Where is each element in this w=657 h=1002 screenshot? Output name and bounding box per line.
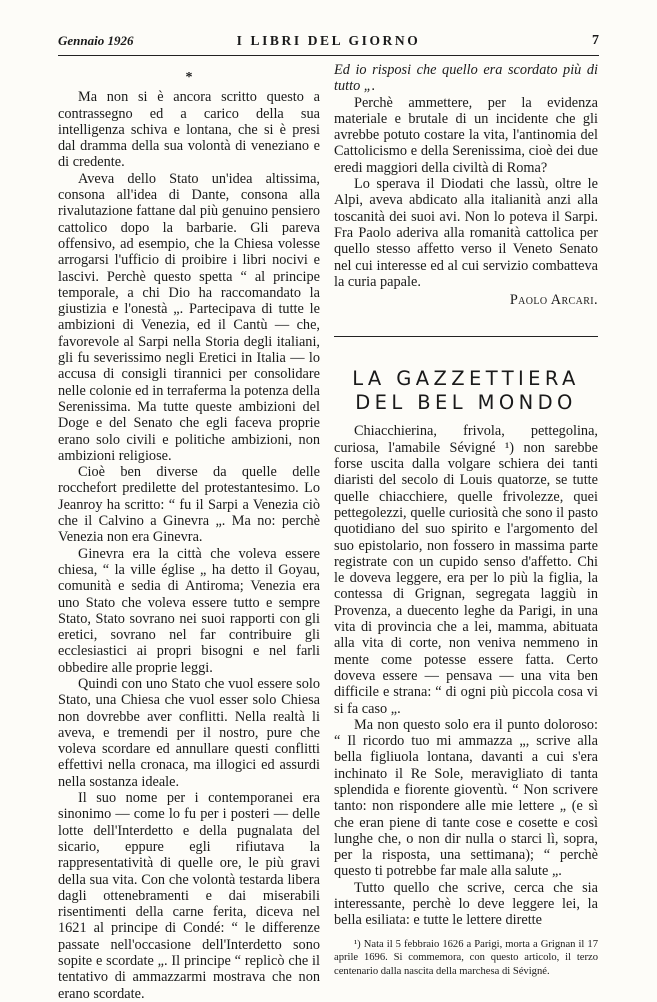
paragraph: Tutto quello che scrive, cerca che sia interessante, perchè lo deve leggere lei, la bella esiliata: e tutte le lettere dirette: [334, 879, 598, 929]
paragraph: Ma non si è ancora scritto questo a contrassegno ed a carico della sua intelligenza schiva e lontana, che si è presi dal dramma della sua volontà di veneziano e di credente.: [58, 89, 320, 171]
article-title-line: DEL BEL MONDO: [355, 391, 577, 415]
paragraph: Chiacchierina, frivola, pettegolina, curiosa, l'amabile Sévigné ¹) non sarebbe forse uscita dalla volgare schiera dei tanti diaristi del secolo di Louis quatorze, se tutte quelle chiacchiere, quelle frivolezze, quei pettegolezzi, quelle curiosità che sono il pasto quotidiano del suo spirito e l'argomento del suo epistolario, non fossero in massima parte registrate con un cupido senso d'affetto. Chi le doveva leggere, era per lo più la figlia, la contessa di Grignan, segregata laggiù in Provenza, a duecento leghe da Parigi, in una vita di provincia che a lei, mamma, abituata alla vita di corte, non veniva nemmeno in mente come potesse essere fatta. Certo doveva essere — pensava — una vita ben difficile e strana: “ di ogni più piccola cosa vi si fa caso „.: [334, 423, 598, 717]
quote-continuation: Ed io risposi che quello era scordato più di tutto „.: [334, 62, 598, 95]
footnote: ¹) Nata il 5 febbraio 1626 a Parigi, morta a Grignan il 17 aprile 1696. Si commemora, con questo articolo, il terzo centenario dalla nascita della marchesa di Sévigné.: [334, 938, 598, 978]
section-separator: *: [185, 70, 193, 85]
article-title: [334, 367, 598, 415]
article-title-line: LA GAZZETTIERA: [352, 367, 580, 391]
author-signature: Paolo Arcari.: [509, 292, 598, 309]
paragraph: Quindi con uno Stato che vuol essere solo Stato, una Chiesa che vuol esser solo Chiesa non dovrebbe aver conflitti. Nella realtà li aveva, e tremendi per il nostro, pure che voleva scordare ed annullare questi conflitti effettivi nella cronaca, ma illogici ed assurdi nella sostanza ideale.: [58, 675, 320, 790]
paragraph: Aveva dello Stato un'idea altissima, consona all'idea di Dante, consona alla rivalutazione fattane dal più genuino pensiero cattolico dopo la barbarie. Gli pareva offensivo, ad esempio, che la Chiesa volesse arrogarsi l'ufficio di proibire i libri nocivi e lascivi. Perchè questo spetta “ al principe temporale, a chi Dio ha raccomandato la giustizia e l'onestà „. Partecipava di tutte le ambizioni di Venezia, ed il Cantù — che, favorevole al Sarpi nella Storia degli italiani, gli fu severissimo negli Eretici in Italia — lo accusa di consigli tirannici per consolidare nelle colonie ed in terraferma la potenza della Serenissima. Ma tutte queste ambizioni del Doge e del Senato che egli faceva proprie erano solo civili e politiche ambizioni, non ambizioni religiose.: [58, 170, 320, 464]
paragraph: Il suo nome per i contemporanei era sinonimo — come lo fu per i posteri — delle lotte dell'Interdetto e della pugnalata del sicario, eppure egli rifiutava la rappresentatività di quelle ore, le più gravi della sua vita. Con che volontà testarda libera dagli ottenebramenti e dai miserabili risentimenti della carne ferita, diceva nel 1621 al principe di Condé: “ le differenze passate nell'occasione dell'Interdetto sono sopite e scordate „. Il principe “ replicò che il tentativo di ammazzarmi mostrava che non erano scordate.: [58, 790, 320, 1002]
article-separator-rule: [334, 336, 598, 337]
page-number: 7: [592, 33, 599, 48]
paragraph: Perchè ammettere, per la evidenza materiale e brutale di un incidente che gli avrebbe potuto costare la vita, l'antinomia del Cattolicismo e della Serenissima, cioè dei due eredi maggiori della civiltà di Roma?: [334, 94, 598, 176]
header-rule: [58, 55, 599, 56]
right-column: [334, 62, 598, 979]
paragraph: Ginevra era la città che voleva essere chiesa, “ la ville église „ ha detto il Goyau, comunità e sedia di Antiroma; Venezia era uno Stato che voleva essere tutto e sempre Stato, Stato sovrano nei suoi rapporti con gli eretici, sovrano nel far contribuire gli ecclesiastici ai propri bisogni e nel farli obbedire alle proprie leggi.: [58, 545, 320, 676]
paragraph: Cioè ben diverse da quelle delle rocchefort predilette del protestantesimo. Lo Jeanroy ha scritto: “ fu il Sarpi a Venezia ciò che il Calvino a Ginevra „. Ma no: perchè Venezia non era Ginevra.: [58, 464, 320, 546]
issue-date: Gennaio 1926: [58, 33, 134, 48]
journal-title: I LIBRI DEL GIORNO: [236, 33, 421, 48]
left-column: [58, 62, 320, 1002]
paragraph: Ma non questo solo era il punto doloroso: “ Il ricordo tuo mi ammazza „, scrive alla bella figliuola lontana, davanti a cui s'era inchinato il Re Sole, meravigliato di tanta splendida e fiorente gioventù. “ Non scrivere tanto: non rispondere alle mie lettere „ (e sì che eran piene di tante cose e cosette e così lunghe che, o non dir nulla o starci lì, sopra, per la risposta, una settimana); “ perchè questo ti potrebbe far male alla salute „.: [334, 716, 598, 880]
running-head: [58, 33, 599, 51]
paragraph: Lo sperava il Diodati che lassù, oltre le Alpi, aveva abdicato alla italianità anzi alla toscanità dei suoi avi. Non lo poteva il Sarpi. Fra Paolo aderiva alla romanità cattolica per quello stesso affetto verso il Veneto Senato nel cui interesse ed al cui servizio combatteva la curia papale.: [334, 176, 598, 290]
